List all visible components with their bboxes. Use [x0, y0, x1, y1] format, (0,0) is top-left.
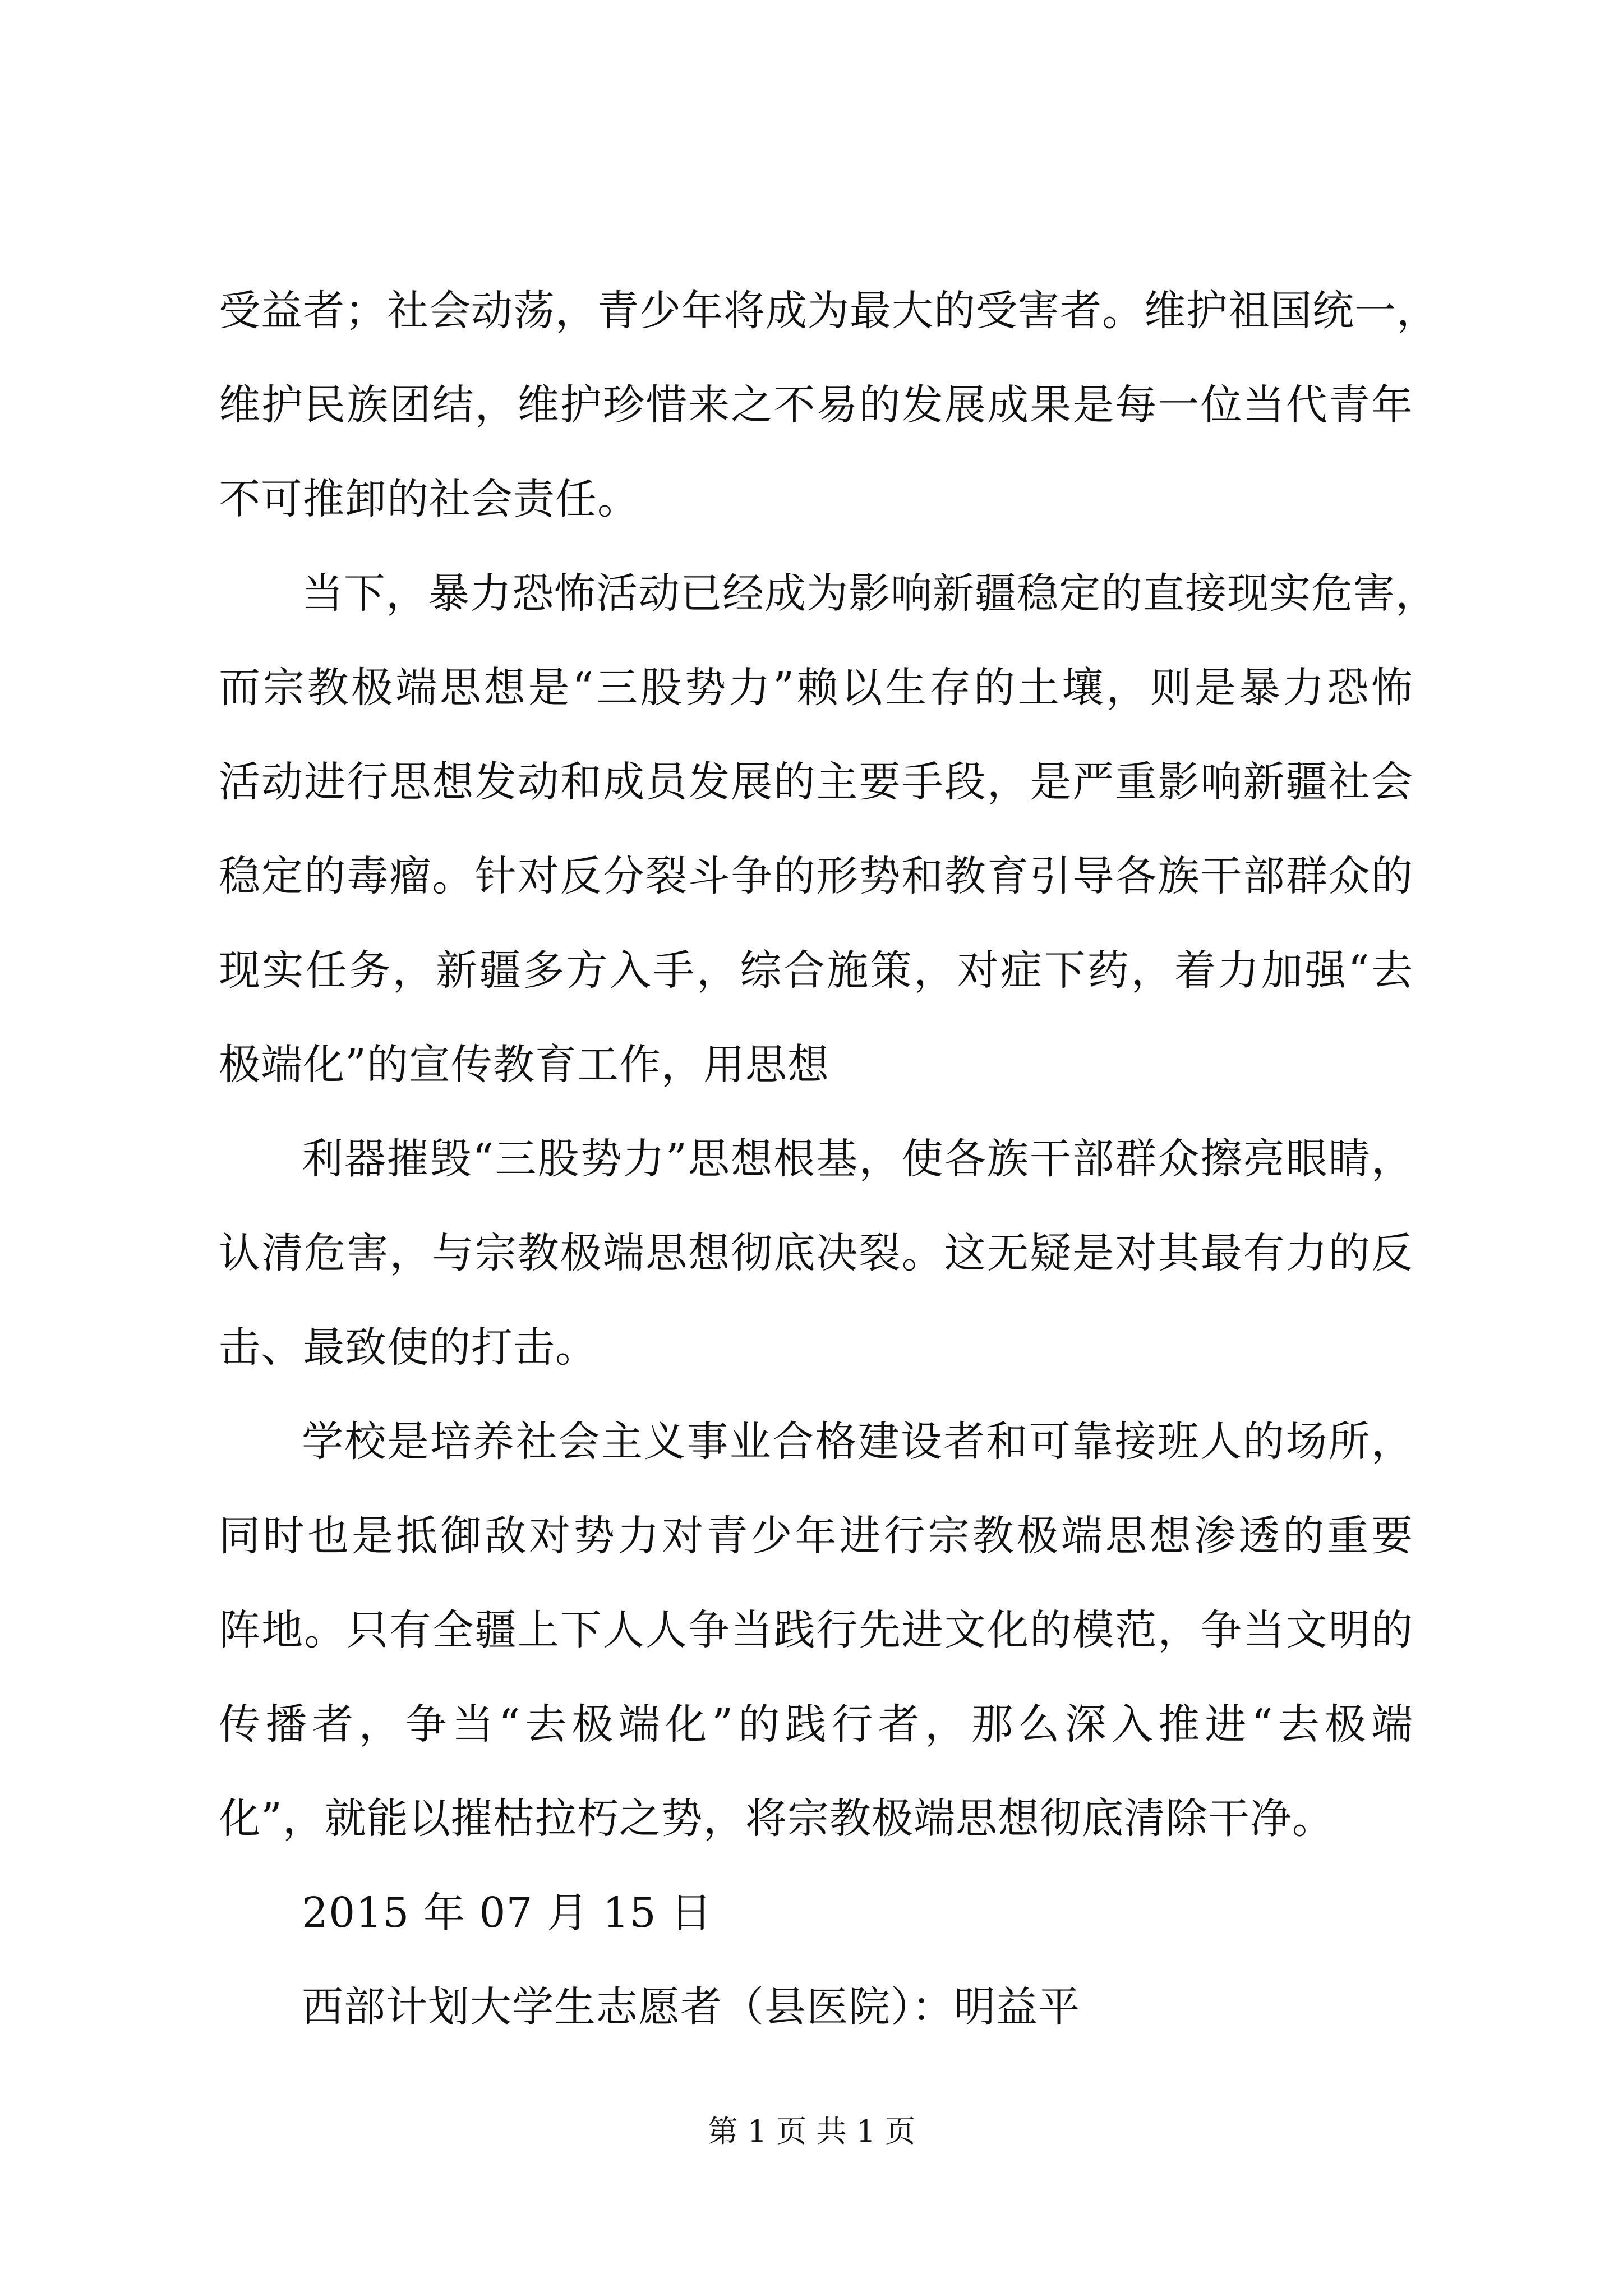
text-line: 稳定的毒瘤。针对反分裂斗争的形势和教育引导各族干部群众的 — [219, 852, 1413, 900]
text-line: 维护民族团结，维护珍惜来之不易的发展成果是每一位当代青年 — [219, 381, 1413, 429]
text-line: 当下，暴力恐怖活动已经成为影响新疆稳定的直接现实危害， — [302, 569, 1437, 618]
text-line: 极端化”的宣传教育工作，用思想 — [219, 1041, 829, 1089]
text-line: 受益者；社会动荡，青少年将成为最大的受害者。维护祖国统一， — [219, 287, 1438, 335]
text-line: 传播者，争当“去极端化”的践行者，那么深入推进“去极端 — [219, 1700, 1413, 1749]
text-line: 不可推卸的社会责任。 — [219, 475, 639, 523]
document-body — [219, 264, 1438, 2054]
document-signature: 西部计划大学生志愿者（县医院）：明益平 — [302, 1983, 1080, 2031]
text-line: 同时也是抵御敌对势力对青少年进行宗教极端思想渗透的重要 — [219, 1512, 1413, 1560]
text-line: 而宗教极端思想是“三股势力”赖以生存的土壤，则是暴力恐怖 — [219, 664, 1413, 712]
text-line: 击、最致使的打击。 — [219, 1323, 597, 1372]
text-line: 学校是培养社会主义事业合格建设者和可靠接班人的场所， — [302, 1418, 1413, 1466]
text-line: 利器摧毁“三股势力”思想根基，使各族干部群众擦亮眼睛， — [302, 1135, 1413, 1183]
text-line: 现实任务，新疆多方入手，综合施策，对症下药，着力加强“去 — [219, 946, 1413, 995]
document-date: 2015 年 07 月 15 日 — [302, 1889, 713, 1937]
text-line: 阵地。只有全疆上下人人争当践行先进文化的模范，争当文明的 — [219, 1606, 1413, 1654]
text-line: 活动进行思想发动和成员发展的主要手段，是严重影响新疆社会 — [219, 758, 1413, 806]
text-line: 认清危害，与宗教极端思想彻底决裂。这无疑是对其最有力的反 — [219, 1229, 1413, 1277]
page-number-footer: 第 1 页 共 1 页 — [707, 2114, 916, 2149]
text-line: 化”，就能以摧枯拉朽之势，将宗教极端思想彻底清除干净。 — [219, 1795, 1334, 1843]
